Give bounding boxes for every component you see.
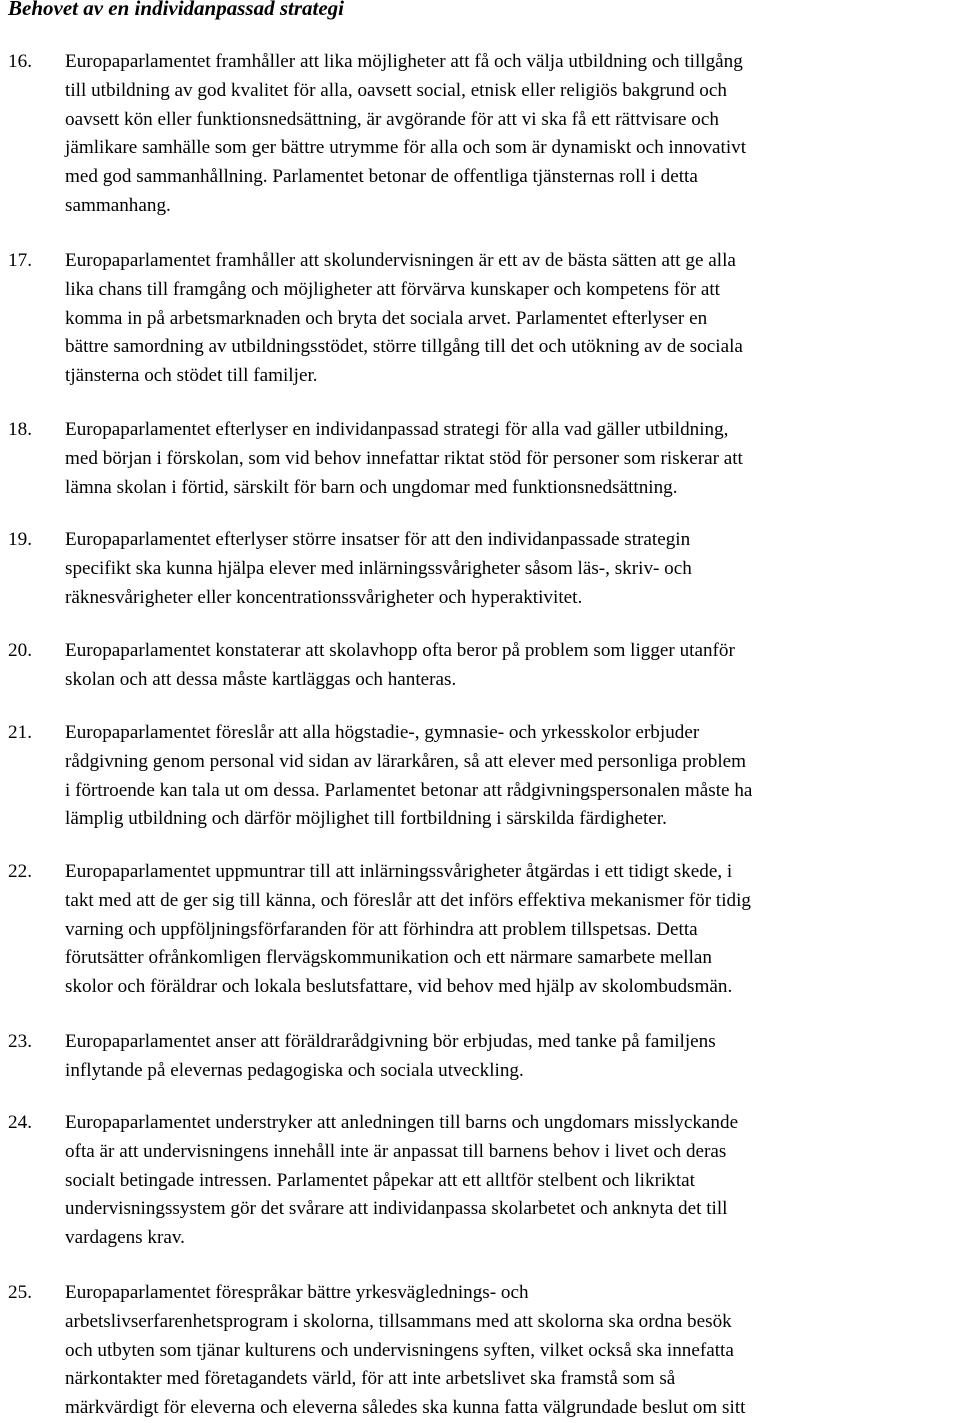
paragraph-25	[0, 1279, 960, 1423]
paragraph-line: lika chans till framgång och möjligheter att förvärva kunskaper och kompetens för att	[65, 278, 720, 300]
paragraph-22	[0, 858, 960, 1002]
paragraph-line: räknesvårigheter eller koncentrationssvårigheter och hyperaktivitet.	[65, 586, 583, 608]
paragraph-number: 19.	[8, 529, 32, 550]
paragraph-line: specifikt ska kunna hjälpa elever med inlärningssvårigheter såsom läs-, skriv- och	[65, 557, 692, 579]
paragraph-line: jämlikare samhälle som ger bättre utrymme för alla och som är dynamiskt och innovativt	[65, 137, 747, 159]
paragraph-20	[0, 637, 960, 695]
paragraph-line: oavsett kön eller funktionsnedsättning, är avgörande för att vi ska få ett rättvisare och	[65, 108, 719, 130]
paragraph-line: Europaparlamentet understryker att anledningen till barns och ungdomars misslyckande	[65, 1112, 739, 1133]
paragraph-line: skolor och föräldrar och lokala beslutsfattare, vid behov med hjälp av skolombudsmän.	[65, 976, 733, 998]
paragraph-line: Europaparlamentet föreslår att alla högstadie-, gymnasie- och yrkesskolor erbjuder	[65, 722, 700, 743]
paragraph-line: Europaparlamentet uppmuntrar till att inlärningssvårigheter åtgärdas i ett tidigt skede, i	[65, 861, 733, 882]
paragraph-line: undervisningssystem gör det svårare att individanpassa skolarbetet och anknyta det till	[65, 1198, 728, 1220]
paragraph-line: Europaparlamentet konstaterar att skolavhopp ofta beror på problem som ligger utanför	[65, 640, 735, 661]
paragraph-number: 22.	[8, 861, 32, 882]
paragraph-line: med början i förskolan, som vid behov innefattar riktat stöd för personer som riskerar att	[65, 447, 743, 469]
paragraph-line: Europaparlamentet efterlyser en individanpassad strategi för alla vad gäller utbildning,	[65, 419, 729, 440]
paragraph-line: bättre samordning av utbildningsstödet, större tillgång till det och utökning av de sociala	[65, 336, 743, 358]
paragraph-line: Europaparlamentet efterlyser större insatser för att den individanpassade strategin	[65, 529, 691, 550]
paragraph-line: lämplig utbildning och därför möjlighet till fortbildning i särskilda färdigheter.	[65, 808, 667, 830]
paragraph-line: rådgivning genom personal vid sidan av lärarkåren, så att elever med personliga problem	[65, 750, 747, 772]
paragraph-number: 18.	[8, 419, 32, 440]
paragraph-line: Europaparlamentet anser att föräldrarådgivning bör erbjudas, med tanke på familjens	[65, 1031, 716, 1052]
paragraph-line: Europaparlamentet framhåller att lika möjligheter att få och välja utbildning och tillgång	[65, 51, 743, 72]
paragraph-line: och utbyten som tjänar kulturens och undervisningens syften, vilket också ska innefatta	[65, 1339, 734, 1361]
paragraph-line: komma in på arbetsmarknaden och bryta det sociala arvet. Parlamentet efterlyser en	[65, 307, 708, 329]
paragraph-line: skolan och att dessa måste kartläggas och hanteras.	[65, 668, 457, 690]
paragraph-number: 23.	[8, 1031, 32, 1052]
paragraph-line: vardagens krav.	[65, 1227, 185, 1249]
paragraph-17	[0, 247, 960, 391]
paragraph-line: Europaparlamentet förespråkar bättre yrkesväglednings- och	[65, 1282, 529, 1303]
paragraph-19	[0, 526, 960, 612]
paragraph-line: till utbildning av god kvalitet för alla, oavsett social, etnisk eller religiös bakgrund och	[65, 79, 727, 101]
paragraph-line: med god sammanhållning. Parlamentet betonar de offentliga tjänsternas roll i detta	[65, 166, 698, 188]
paragraph-16	[0, 48, 960, 221]
paragraph-line: förutsätter ofrånkomligen flervägskommunikation och ett närmare samarbete mellan	[65, 947, 712, 969]
paragraph-18	[0, 416, 960, 502]
paragraph-number: 20.	[8, 640, 32, 661]
section-heading: Behovet av en individanpassad strategi	[8, 0, 344, 20]
paragraph-number: 25.	[8, 1282, 32, 1303]
paragraph-line: närkontakter med företagandets värld, för att inte arbetslivet ska framstå som så	[65, 1368, 676, 1390]
paragraph-line: socialt betingade intressen. Parlamentet påpekar att ett alltför stelbent och likriktat	[65, 1169, 695, 1191]
paragraph-21	[0, 719, 960, 834]
paragraph-24	[0, 1109, 960, 1253]
paragraph-line: arbetslivserfarenhetsprogram i skolorna, tillsammans med att skolorna ska ordna besök	[65, 1310, 732, 1332]
paragraph-line: i förtroende kan tala ut om dessa. Parlamentet betonar att rådgivningspersonalen måste ha	[65, 779, 753, 801]
paragraph-number: 21.	[8, 722, 32, 743]
paragraph-number: 17.	[8, 250, 32, 271]
paragraph-23	[0, 1028, 960, 1086]
paragraph-line: sammanhang.	[65, 194, 171, 216]
paragraph-line: tjänsterna och stödet till familjer.	[65, 365, 318, 387]
paragraph-line: Europaparlamentet framhåller att skolundervisningen är ett av de bästa sätten att ge alla	[65, 250, 736, 271]
paragraph-number: 24.	[8, 1112, 32, 1133]
paragraph-line: inflytande på elevernas pedagogiska och sociala utveckling.	[65, 1059, 524, 1081]
paragraph-line: varning och uppföljningsförfaranden för att förhindra att problem tillspetsas. Detta	[65, 918, 698, 940]
paragraph-line: märkvärdigt för eleverna och eleverna således ska kunna fatta välgrundade beslut om sitt	[65, 1397, 746, 1419]
paragraph-number: 16.	[8, 51, 32, 72]
paragraph-line: takt med att de ger sig till känna, och föreslår att det införs effektiva mekanismer för tidig	[65, 889, 752, 911]
paragraph-line: ofta är att undervisningens innehåll inte är anpassat till barnens behov i livet och deras	[65, 1140, 727, 1162]
paragraph-line: lämna skolan i förtid, särskilt för barn och ungdomar med funktionsnedsättning.	[65, 476, 678, 498]
